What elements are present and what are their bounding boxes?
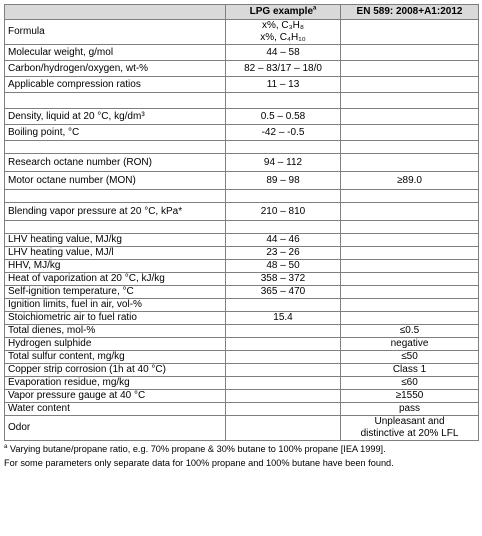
header-en-589: EN 589: 2008+A1:2012 <box>341 5 479 20</box>
lpg-value-cell: 89 – 98 <box>226 172 341 190</box>
table-row <box>5 172 479 190</box>
en589-value-cell <box>341 247 479 260</box>
lpg-value-cell: 15.4 <box>226 312 341 325</box>
table-row <box>5 141 479 154</box>
lpg-value-cell: 44 – 58 <box>226 45 341 61</box>
en589-value-cell <box>341 61 479 77</box>
en589-value-cell <box>341 20 479 45</box>
lpg-value-cell: 48 – 50 <box>226 260 341 273</box>
lpg-value-cell <box>226 390 341 403</box>
parameter-cell: Heat of vaporization at 20 °C, kJ/kg <box>5 273 226 286</box>
table-row <box>5 377 479 390</box>
table-row <box>5 338 479 351</box>
en589-value-cell <box>341 141 479 154</box>
lpg-value-cell: 23 – 26 <box>226 247 341 260</box>
en589-value-cell <box>341 93 479 109</box>
en589-value-cell: negative <box>341 338 479 351</box>
lpg-value-cell: 365 – 470 <box>226 286 341 299</box>
en589-value-cell <box>341 109 479 125</box>
en589-value-cell <box>341 286 479 299</box>
parameter-cell: Total dienes, mol-% <box>5 325 226 338</box>
header-lpg-example <box>226 5 341 20</box>
en589-value-cell <box>341 299 479 312</box>
table-row <box>5 247 479 260</box>
en589-value-cell: pass <box>341 403 479 416</box>
en589-value-cell: ≥1550 <box>341 390 479 403</box>
parameter-cell: Total sulfur content, mg/kg <box>5 351 226 364</box>
parameter-cell: Vapor pressure gauge at 40 °C <box>5 390 226 403</box>
table-row <box>5 221 479 234</box>
parameter-cell <box>5 221 226 234</box>
parameter-cell: Odor <box>5 416 226 441</box>
en589-value-cell: Class 1 <box>341 364 479 377</box>
en589-value-cell <box>341 221 479 234</box>
lpg-value-cell <box>226 351 341 364</box>
lpg-properties-table <box>4 4 479 441</box>
table-row <box>5 325 479 338</box>
footnote-marker: a <box>313 5 317 12</box>
parameter-cell: Blending vapor pressure at 20 °C, kPa* <box>5 203 226 221</box>
lpg-value-cell: x%, C₃H₈ x%, C₄H₁₀ <box>226 20 341 45</box>
parameter-cell: Hydrogen sulphide <box>5 338 226 351</box>
parameter-cell: LHV heating value, MJ/l <box>5 247 226 260</box>
parameter-cell: Applicable compression ratios <box>5 77 226 93</box>
en589-value-cell <box>341 154 479 172</box>
parameter-cell <box>5 190 226 203</box>
table-row <box>5 61 479 77</box>
parameter-cell: Self-ignition temperature, °C <box>5 286 226 299</box>
lpg-value-cell <box>226 221 341 234</box>
lpg-value-cell <box>226 377 341 390</box>
en589-value-cell: ≥89.0 <box>341 172 479 190</box>
lpg-value-cell <box>226 403 341 416</box>
parameter-cell: Carbon/hydrogen/oxygen, wt-% <box>5 61 226 77</box>
lpg-value-cell: 0.5 – 0.58 <box>226 109 341 125</box>
lpg-value-cell: 358 – 372 <box>226 273 341 286</box>
lpg-value-cell <box>226 93 341 109</box>
parameter-cell: Formula <box>5 20 226 45</box>
lpg-value-cell <box>226 299 341 312</box>
table-row <box>5 20 479 45</box>
lpg-value-cell: 82 – 83/17 – 18/0 <box>226 61 341 77</box>
lpg-value-cell <box>226 141 341 154</box>
lpg-value-cell <box>226 190 341 203</box>
parameter-cell: Water content <box>5 403 226 416</box>
table-row <box>5 351 479 364</box>
table-row <box>5 190 479 203</box>
table-row <box>5 403 479 416</box>
en589-value-cell <box>341 260 479 273</box>
parameter-cell: Stoichiometric air to fuel ratio <box>5 312 226 325</box>
lpg-value-cell <box>226 364 341 377</box>
table-row <box>5 77 479 93</box>
en589-value-cell <box>341 45 479 61</box>
lpg-value-cell: 44 – 46 <box>226 234 341 247</box>
table-row <box>5 312 479 325</box>
footnote-a-text: Varying butane/propane ratio, e.g. 70% propane & 30% butane to 100% propane [IEA 1999]. <box>7 444 386 454</box>
lpg-value-cell: -42 – -0.5 <box>226 125 341 141</box>
lpg-value-cell <box>226 325 341 338</box>
table-row <box>5 260 479 273</box>
table-row <box>5 273 479 286</box>
parameter-cell: Copper strip corrosion (1h at 40 °C) <box>5 364 226 377</box>
table-row <box>5 125 479 141</box>
fuel-properties-document <box>4 4 478 469</box>
parameter-cell: Evaporation residue, mg/kg <box>5 377 226 390</box>
table-row <box>5 154 479 172</box>
lpg-value-cell <box>226 338 341 351</box>
table-row <box>5 416 479 441</box>
table-row <box>5 299 479 312</box>
lpg-value-cell: 11 – 13 <box>226 77 341 93</box>
en589-value-cell <box>341 234 479 247</box>
en589-value-cell <box>341 190 479 203</box>
footnote-a <box>4 443 478 455</box>
table-row <box>5 390 479 403</box>
table-row <box>5 45 479 61</box>
table-row <box>5 203 479 221</box>
en589-value-cell: Unpleasant and distinctive at 20% LFL <box>341 416 479 441</box>
en589-value-cell <box>341 312 479 325</box>
en589-value-cell: ≤60 <box>341 377 479 390</box>
parameter-cell <box>5 141 226 154</box>
lpg-value-cell: 210 – 810 <box>226 203 341 221</box>
table-row <box>5 286 479 299</box>
parameter-cell: HHV, MJ/kg <box>5 260 226 273</box>
parameter-cell <box>5 93 226 109</box>
parameter-cell: Ignition limits, fuel in air, vol-% <box>5 299 226 312</box>
lpg-value-cell: 94 – 112 <box>226 154 341 172</box>
footnote-star: For some parameters only separate data for 100% propane and 100% butane have been found. <box>4 458 394 468</box>
en589-value-cell <box>341 203 479 221</box>
table-row <box>5 364 479 377</box>
en589-value-cell: ≤0.5 <box>341 325 479 338</box>
en589-value-cell <box>341 273 479 286</box>
parameter-cell: LHV heating value, MJ/kg <box>5 234 226 247</box>
table-row <box>5 93 479 109</box>
lpg-value-cell <box>226 416 341 441</box>
parameter-cell: Research octane number (RON) <box>5 154 226 172</box>
parameter-cell: Boiling point, °C <box>5 125 226 141</box>
en589-value-cell: ≤50 <box>341 351 479 364</box>
header-parameter <box>5 5 226 20</box>
en589-value-cell <box>341 77 479 93</box>
table-row <box>5 234 479 247</box>
en589-value-cell <box>341 125 479 141</box>
parameter-cell: Motor octane number (MON) <box>5 172 226 190</box>
parameter-cell: Density, liquid at 20 °C, kg/dm³ <box>5 109 226 125</box>
footnote-a-mark: a <box>4 443 8 450</box>
table-row <box>5 109 479 125</box>
parameter-cell: Molecular weight, g/mol <box>5 45 226 61</box>
header-lpg-example-label: LPG example <box>249 6 313 17</box>
table-header-row <box>5 5 479 20</box>
